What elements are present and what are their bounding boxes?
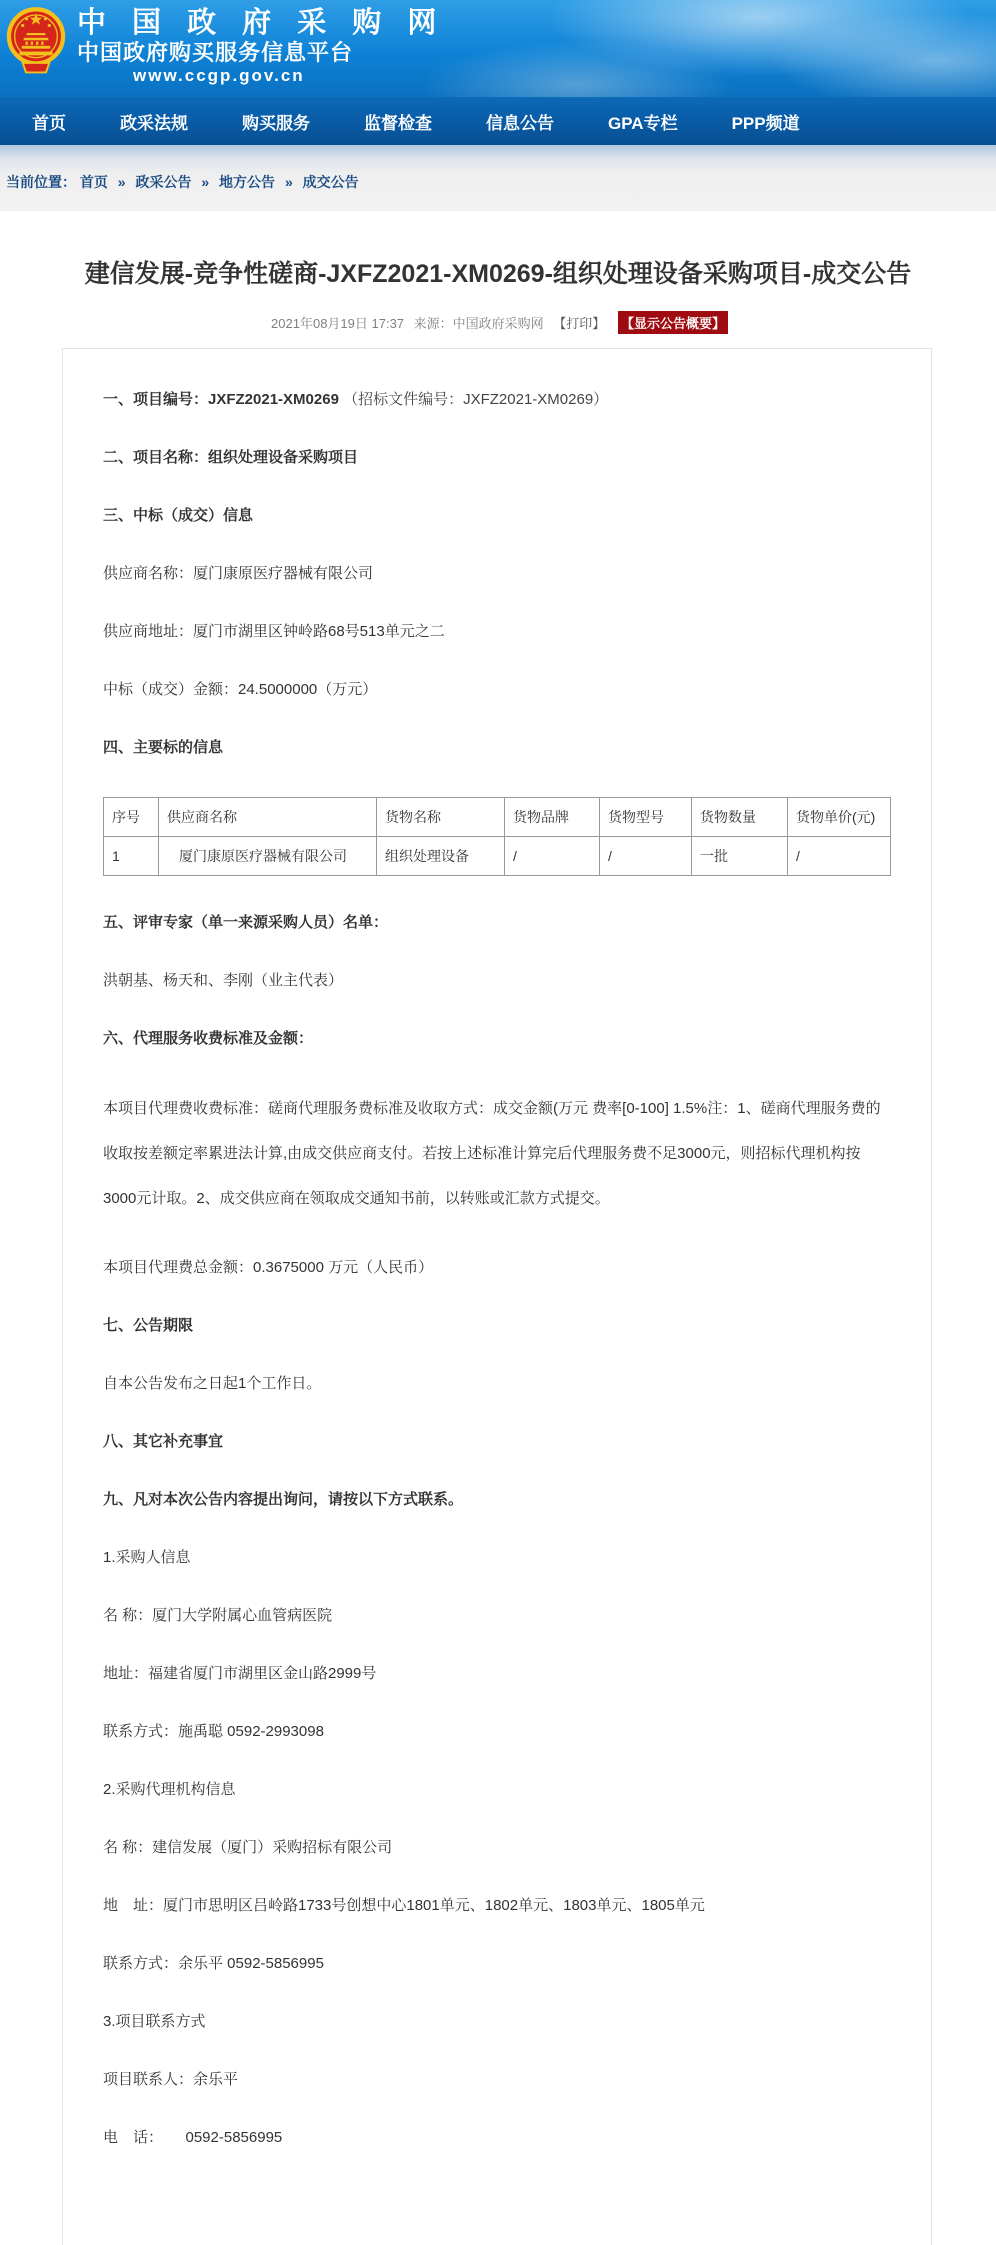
col-header-model: 货物型号: [600, 798, 692, 837]
section-experts-heading: 五、评审专家（单一来源采购人员）名单：: [103, 914, 389, 931]
nav-item-ppp[interactable]: PPP频道: [731, 113, 800, 133]
nav-item-announcements[interactable]: 信息公告: [486, 113, 554, 133]
agency-info-label: 2.采购代理机构信息: [103, 1781, 236, 1798]
agency-contact-line: 联系方式：余乐平 0592-5856995: [103, 1955, 324, 1972]
purchaser-address-line: 地址：福建省厦门市湖里区金山路2999号: [103, 1665, 377, 1682]
breadcrumb-item-award-notices[interactable]: 成交公告: [302, 174, 359, 190]
breadcrumb-item-procurement-notices[interactable]: 政采公告: [135, 174, 192, 190]
nav-item-gpa[interactable]: GPA专栏: [608, 113, 678, 133]
cell-goods-name: 组织处理设备: [377, 837, 505, 876]
experts-list-line: 洪朝基、杨天和、李刚（业主代表）: [103, 972, 344, 989]
project-contact-phone-line: 电 话： 0592-5856995: [103, 2129, 283, 2146]
section-other-matters-heading: 八、其它补充事宜: [103, 1433, 224, 1450]
cell-quantity: 一批: [692, 837, 788, 876]
col-header-quantity: 货物数量: [692, 798, 788, 837]
site-subtitle: 中国政府购买服务信息平台: [77, 40, 354, 66]
nav-item-regulations[interactable]: 政采法规: [120, 113, 188, 133]
project-contact-label: 3.项目联系方式: [103, 2013, 206, 2030]
main-content: [0, 257, 996, 2245]
cell-unit-price: /: [788, 837, 891, 876]
site-title: 中 国 政 府 采 购 网: [77, 7, 446, 39]
section-award-info-heading: 三、中标（成交）信息: [103, 507, 254, 524]
supplier-address-line: 供应商地址：厦门市湖里区钟岭路68号513单元之二: [103, 623, 445, 640]
project-contact-person-line: 项目联系人：余乐平: [103, 2071, 239, 2088]
col-header-unit-price: 货物单价(元): [788, 798, 891, 837]
cell-serial: 1: [104, 837, 159, 876]
national-emblem-icon: [7, 6, 65, 80]
site-header: [0, 0, 996, 97]
nav-item-home[interactable]: 首页: [32, 113, 66, 133]
purchaser-info-label: 1.采购人信息: [103, 1549, 191, 1566]
section-agency-fee-heading: 六、代理服务收费标准及金额：: [103, 1030, 314, 1047]
col-header-brand: 货物品牌: [505, 798, 600, 837]
bid-doc-number-note: （招标文件编号：JXFZ2021-XM0269）: [343, 391, 609, 408]
agency-fee-standard-paragraph: 本项目代理费收费标准：磋商代理服务费标准及收取方式：成交金额(万元 费率[0-100] 1.5%注：1、磋商代理服务费的收取按差额定率累进法计算,由成交供应商支付。若按上述标准计算完后代理服务费不足3000元，则招标代理机构按3000元计取。2、成交供应商在领取成交通知书前，以转账或汇款方式提交。: [103, 1100, 881, 1207]
cell-supplier: 厦门康原医疗器械有限公司: [159, 837, 377, 876]
breadcrumb-separator: »: [117, 174, 126, 190]
show-summary-button[interactable]: 【显示公告概要】: [618, 311, 728, 334]
project-number-text: 一、项目编号：JXFZ2021-XM0269: [103, 391, 339, 408]
section-main-subject-heading: 四、主要标的信息: [103, 739, 224, 756]
purchaser-contact-line: 联系方式：施禹聪 0592-2993098: [103, 1723, 324, 1740]
cell-brand: /: [505, 837, 600, 876]
cell-model: /: [600, 837, 692, 876]
breadcrumb-separator: »: [284, 174, 293, 190]
section-inquiry-heading: 九、凡对本次公告内容提出询问，请按以下方式联系。: [103, 1491, 464, 1508]
main-nav: [0, 97, 996, 145]
breadcrumb-item-local-notices[interactable]: 地方公告: [219, 174, 276, 190]
breadcrumb-item-home[interactable]: 首页: [79, 174, 108, 190]
nav-item-supervision[interactable]: 监督检查: [364, 113, 432, 133]
nav-item-purchase-services[interactable]: 购买服务: [242, 113, 310, 133]
breadcrumb-separator: »: [201, 174, 210, 190]
supplier-name-line: 供应商名称：厦门康原医疗器械有限公司: [103, 565, 374, 582]
section-notice-period-heading: 七、公告期限: [103, 1317, 194, 1334]
col-header-supplier: 供应商名称: [159, 798, 377, 837]
agency-fee-total-line: 本项目代理费总金额：0.3675000 万元（人民币）: [103, 1259, 434, 1276]
col-header-serial: 序号: [104, 798, 159, 837]
table-header-row: [104, 798, 891, 837]
table-row: [104, 837, 891, 876]
section-project-name: 二、项目名称：组织处理设备采购项目: [103, 449, 359, 466]
breadcrumb: [0, 145, 996, 211]
print-button[interactable]: 【打印】: [553, 316, 606, 331]
purchaser-name-line: 名 称：厦门大学附属心血管病医院: [103, 1607, 333, 1624]
site-brand: [77, 0, 445, 86]
notice-period-line: 自本公告发布之日起1个工作日。: [103, 1375, 322, 1392]
agency-name-line: 名 称：建信发展（厦门）采购招标有限公司: [103, 1839, 393, 1856]
page-title: 建信发展-竞争性磋商-JXFZ2021-XM0269-组织处理设备采购项目-成交公告: [84, 260, 912, 288]
section-project-number: [103, 389, 891, 411]
source-label: 来源：中国政府采购网: [413, 316, 544, 331]
award-amount-line: 中标（成交）金额：24.5000000（万元）: [103, 681, 378, 698]
breadcrumb-label: 当前位置：: [6, 174, 76, 190]
agency-address-line: 地 址：厦门市思明区吕岭路1733号创想中心1801单元、1802单元、1803单元、1805单元: [103, 1897, 705, 1914]
publish-datetime: 2021年08月19日 17:37: [271, 316, 405, 331]
site-url: www.ccgp.gov.cn: [133, 66, 305, 86]
announcement-body: [62, 348, 932, 2245]
goods-table: [103, 797, 891, 876]
col-header-goods-name: 货物名称: [377, 798, 505, 837]
article-meta: [0, 311, 996, 334]
